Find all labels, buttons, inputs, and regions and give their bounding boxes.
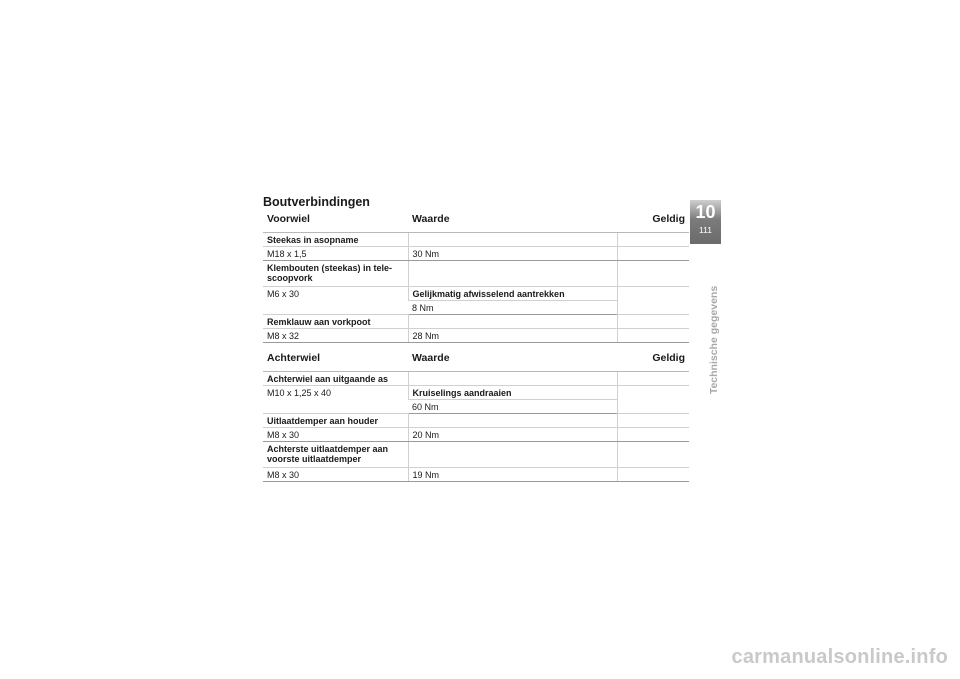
col-header-value: Waarde — [408, 206, 617, 233]
valid-cell — [617, 428, 689, 442]
bolt-size: M6 x 30 — [263, 287, 408, 315]
instruction-cell: Gelijkmatig afwisselend aantrekken — [408, 287, 617, 301]
chapter-number: 10 — [695, 202, 716, 222]
watermark: carmanualsonline.info — [731, 646, 948, 668]
valid-cell — [617, 329, 689, 343]
component-label: Steekas in asopname — [263, 233, 408, 247]
bolt-size: M8 x 30 — [263, 428, 408, 442]
table-row — [263, 315, 689, 329]
valid-cell — [617, 261, 689, 287]
value-cell — [408, 442, 617, 468]
valid-cell — [617, 414, 689, 428]
table-row — [263, 372, 689, 386]
col-header-valid: Geldig — [617, 345, 689, 372]
page-number: 111 — [699, 225, 712, 235]
component-label: Achterste uitlaatdemper aan voorste uitlaatdemper — [263, 442, 408, 468]
section-title: Boutverbindingen — [263, 195, 370, 209]
value-cell — [408, 372, 617, 386]
valid-cell — [617, 287, 689, 315]
valid-cell — [617, 233, 689, 247]
table-row — [263, 386, 689, 400]
rear-wheel-torque-table — [263, 345, 689, 482]
bolt-size: M18 x 1,5 — [263, 247, 408, 261]
value-cell: 20 Nm — [408, 428, 617, 442]
table-row — [263, 261, 689, 287]
col-header-component: Voorwiel — [263, 206, 408, 233]
valid-cell — [617, 315, 689, 329]
bolt-size: M10 x 1,25 x 40 — [263, 386, 408, 414]
bolt-size: M8 x 30 — [263, 468, 408, 482]
instruction-cell: Kruiselings aandraaien — [408, 386, 617, 400]
table-row — [263, 414, 689, 428]
chapter-side-label: Technische gegevens — [708, 285, 720, 395]
table-row — [263, 428, 689, 442]
component-label: Achterwiel aan uitgaande as — [263, 372, 408, 386]
component-label: Klembouten (steekas) in tele-scoopvork — [263, 261, 408, 287]
value-cell: 30 Nm — [408, 247, 617, 261]
value-cell: 60 Nm — [408, 400, 617, 414]
table-row — [263, 468, 689, 482]
chapter-tab — [690, 200, 721, 244]
value-cell: 28 Nm — [408, 329, 617, 343]
bolt-size: M8 x 32 — [263, 329, 408, 343]
table-row — [263, 287, 689, 301]
value-cell — [408, 261, 617, 287]
col-header-component: Achterwiel — [263, 345, 408, 372]
value-cell: 19 Nm — [408, 468, 617, 482]
valid-cell — [617, 247, 689, 261]
table-row — [263, 329, 689, 343]
valid-cell — [617, 386, 689, 414]
component-label: Uitlaatdemper aan houder — [263, 414, 408, 428]
value-cell — [408, 233, 617, 247]
front-wheel-torque-table — [263, 206, 689, 343]
value-cell: 8 Nm — [408, 301, 617, 315]
table-row — [263, 233, 689, 247]
valid-cell — [617, 442, 689, 468]
table-row — [263, 247, 689, 261]
component-label: Remklauw aan vorkpoot — [263, 315, 408, 329]
valid-cell — [617, 372, 689, 386]
table-row — [263, 442, 689, 468]
valid-cell — [617, 468, 689, 482]
value-cell — [408, 414, 617, 428]
col-header-valid: Geldig — [617, 206, 689, 233]
col-header-value: Waarde — [408, 345, 617, 372]
value-cell — [408, 315, 617, 329]
